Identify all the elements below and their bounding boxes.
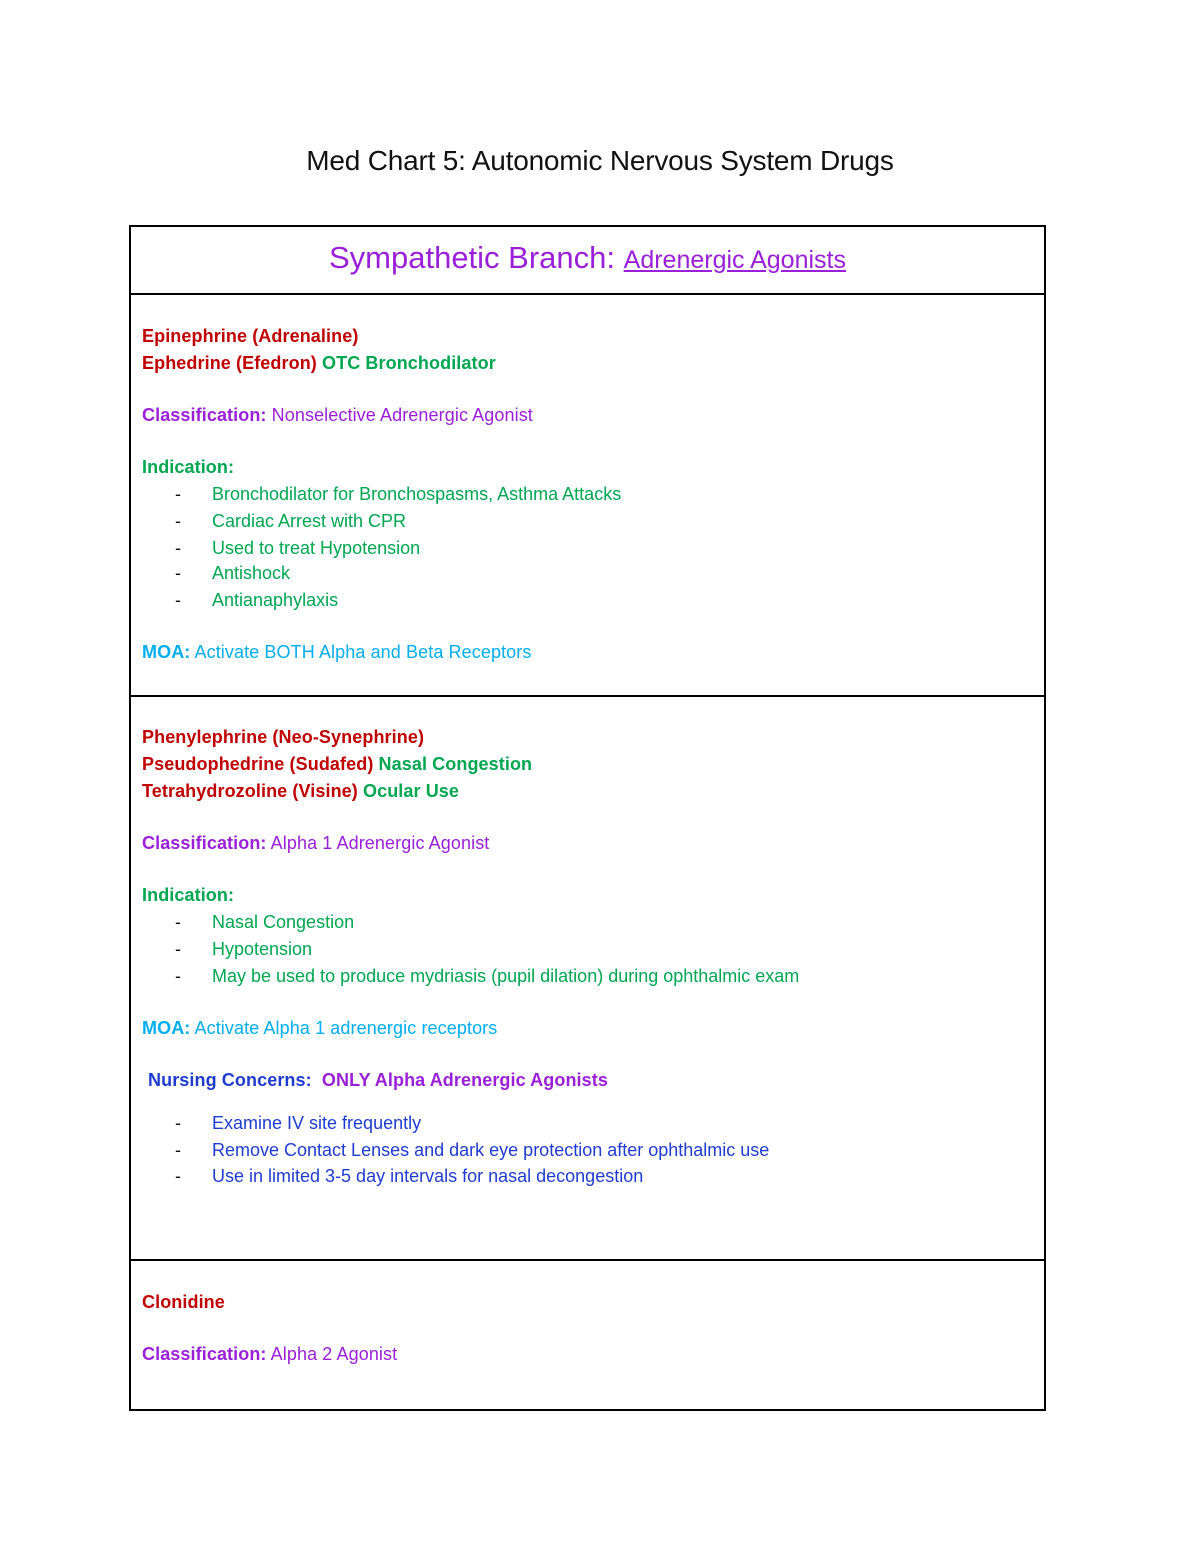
classification-row: [142, 831, 489, 855]
drug-name: Ephedrine (Efedron): [142, 353, 317, 373]
drug-name: Phenylephrine (Neo-Synephrine): [142, 727, 425, 747]
bullet-dash: -: [175, 590, 181, 610]
nursing-label: Nursing Concerns:: [148, 1070, 312, 1090]
drug-name: Epinephrine (Adrenaline): [142, 326, 359, 346]
drug-entry: [142, 351, 496, 375]
indication-item: Bronchodilator for Bronchospasms, Asthma Attacks: [212, 484, 622, 504]
nursing-item: Use in limited 3-5 day intervals for nasal decongestion: [212, 1166, 644, 1186]
moa-value: Activate BOTH Alpha and Beta Receptors: [194, 642, 532, 662]
bullet-dash: -: [175, 563, 181, 583]
indication-item: Cardiac Arrest with CPR: [212, 511, 407, 531]
drug-entry: [142, 779, 459, 803]
indication-item: Nasal Congestion: [212, 912, 355, 932]
bullet-dash: -: [175, 912, 181, 932]
nursing-item: Examine IV site frequently: [212, 1113, 422, 1133]
drug-name: Pseudophedrine (Sudafed): [142, 754, 374, 774]
drug-note: Nasal Congestion: [378, 754, 533, 774]
moa-row: [142, 640, 531, 664]
classification-label: Classification:: [142, 405, 267, 425]
section-nonselective: [131, 295, 1044, 697]
bullet-dash: -: [175, 538, 181, 558]
indication-label: Indication:: [142, 885, 235, 905]
indication-item: Hypotension: [212, 939, 313, 959]
nursing-note: ONLY Alpha Adrenergic Agonists: [321, 1070, 608, 1090]
classification-row: [142, 1342, 397, 1366]
classification-value: Alpha 1 Adrenergic Agonist: [270, 833, 490, 853]
bullet-dash: -: [175, 511, 181, 531]
bullet-dash: -: [175, 1140, 181, 1160]
drug-note: OTC Bronchodilator: [322, 353, 496, 373]
header-label: Sympathetic Branch: Adrenergic Agonists: [328, 240, 846, 275]
classification-label: Classification:: [142, 1344, 267, 1364]
classification-value: Nonselective Adrenergic Agonist: [271, 405, 533, 425]
classification-row: [142, 403, 533, 427]
bullet-dash: -: [175, 939, 181, 959]
indication-label: Indication:: [142, 457, 235, 477]
moa-value: Activate Alpha 1 adrenergic receptors: [194, 1018, 498, 1038]
section-alpha2: [131, 1261, 1044, 1409]
classification-value: Alpha 2 Agonist: [270, 1344, 398, 1364]
moa-row: [142, 1016, 497, 1040]
drug-note: Ocular Use: [362, 781, 460, 801]
med-chart-table: [129, 225, 1046, 1411]
bullet-dash: -: [175, 966, 181, 986]
nursing-concerns-row: [148, 1068, 608, 1092]
bullet-dash: -: [175, 1166, 181, 1186]
drug-entry: [142, 752, 532, 776]
bullet-dash: -: [175, 1113, 181, 1133]
section-alpha1: [131, 697, 1044, 1261]
indication-item: May be used to produce mydriasis (pupil dilation) during ophthalmic exam: [212, 966, 800, 986]
indication-item: Antishock: [212, 563, 291, 583]
indication-item: Antianaphylaxis: [212, 590, 339, 610]
drug-name: Tetrahydrozoline (Visine): [142, 781, 358, 801]
classification-label: Classification:: [142, 833, 267, 853]
page-title: Med Chart 5: Autonomic Nervous System Drugs: [306, 145, 894, 176]
chart-header: [131, 227, 1044, 295]
moa-label: MOA:: [142, 1018, 191, 1038]
moa-label: MOA:: [142, 642, 191, 662]
nursing-item: Remove Contact Lenses and dark eye protection after ophthalmic use: [212, 1140, 770, 1160]
bullet-dash: -: [175, 484, 181, 504]
drug-name: Clonidine: [142, 1292, 225, 1312]
indication-item: Used to treat Hypotension: [212, 538, 421, 558]
header-sublabel: Adrenergic Agonists: [623, 246, 846, 274]
